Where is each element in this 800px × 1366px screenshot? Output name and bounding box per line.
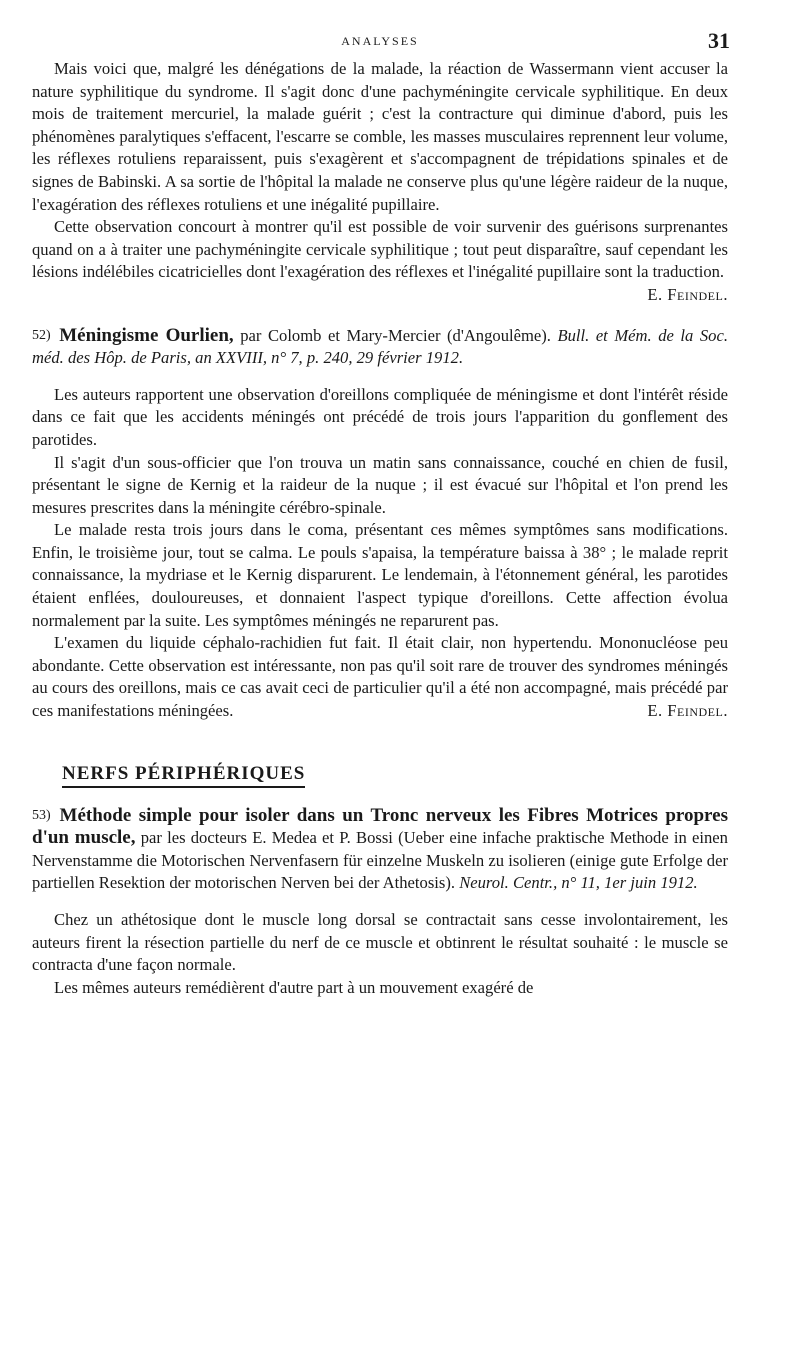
intro-paragraph-1: Mais voici que, malgré les dénégations de la malade, la réaction de Wassermann vient accuser la nature syphilitique du syndrome. Il s'agit donc d'une pachyméningite cervicale syphilitique. En deux mois de traitement mercuriel, la malade guérit ; c'est la contracture qui diminue d'abord, puis les phénomènes paralytiques s'effacent, l'escarre se comble, les masses musculaires reprennent leur volume, les réflexes rotuliens reparaissent, puis s'exagèrent et s'accompagnent de trépidations spinales et de signes de Babinski. A sa sortie de l'hôpital la malade ne conserve plus qu'une légère raideur de la nuque, l'exagération des réflexes rotuliens et une inégalité pupillaire. (32, 59, 728, 214)
entry-53-paragraph-1: Chez un athétosique dont le muscle long dorsal se contractait sans cesse involontairement, les auteurs firent la résection partielle du nerf de ce muscle et obtinrent le résultat souhaité : le muscle se contracta d'une façon normale. (32, 910, 728, 975)
entry-52-number: 52) (32, 327, 51, 343)
entry-52-signature: E. Feindel. (647, 701, 728, 721)
entry-52-authors: par Colomb et Mary-Mercier (d'Angoulême). (240, 325, 551, 345)
entry-53-paragraph-2: Les mêmes auteurs remédièrent d'autre part à un mouvement exagéré de (54, 977, 534, 997)
entry-52-header (32, 325, 728, 370)
entry-53-title: Méthode simple pour isoler dans un Tronc nerveux les Fibres Motrices propres d'un muscle, (32, 804, 728, 849)
intro-continuation (32, 58, 728, 307)
entry-53-header (32, 805, 728, 895)
running-head (32, 28, 728, 58)
entry-52-body (32, 384, 728, 723)
entry-52-paragraph-4-text: L'examen du liquide céphalo-rachidien fut fait. Il était clair, non hypertendu. Mononucléose peu abondante. Cette observation est intéressante, non pas qu'il soit rare de trouver des syndromes méningés au cours des oreillons, mais ce cas avait ceci de particulier qu'il a été non accompagné, mais précédé par ces manifestations méningées. (32, 633, 728, 721)
section-heading (62, 763, 305, 785)
entry-53-number: 53) (32, 807, 51, 823)
entry-52-paragraph-2: Il s'agit d'un sous-officier que l'on trouva un matin sans connaissance, couché en chien de fusil, présentant le signe de Kernig et la raideur de la nuque ; il est évacué sur l'hôpital et l'on prend les mesures prescrites dans la méningite cérébro-spinale. (32, 452, 728, 517)
section-heading-text: NERFS PÉRIPHÉRIQUES (62, 763, 305, 788)
intro-signature: E. Feindel. (647, 284, 728, 304)
entry-53-german-title: (Ueber eine infache praktische Methode in einen Nervenstamme die Motorischen Nervenfasern für einzelne Muskeln zu isolieren (einige gute Erfolge der partiellen Resektion der motorischen Nerven bei der Athetosis). (32, 828, 728, 893)
running-title: ANALYSES (341, 34, 419, 48)
abstract-entry-52 (32, 325, 728, 723)
entry-52-title: Méningisme Ourlien, (59, 324, 234, 346)
entry-52-paragraph-3: Le malade resta trois jours dans le coma, présentant ces mêmes symptômes sans modifications. Enfin, le troisième jour, tout se calma. Le pouls s'apaisa, la température baissa à 38° ; le malade reprit connaissance, la mydriase et le Kernig disparurent. Le lendemain, à l'étonnement général, les parotides étaient enflées, douloureuses, et donnaient l'aspect typique d'oreillons. Cette affection évolua normalement par la suite. Les symptômes méningés ne reparurent pas. (32, 520, 728, 630)
entry-52-paragraph-4 (32, 632, 728, 722)
abstract-entry-53 (32, 805, 728, 1000)
entry-52-paragraph-1: Les auteurs rapportent une observation d'oreillons compliquée de méningisme et dont l'intérêt réside dans ce fait que les accidents méningés ont précédé de trois jours l'apparition du gonflement des parotides. (32, 384, 728, 449)
page-number: 31 (708, 28, 730, 53)
entry-53-citation: Neurol. Centr., n° 11, 1er juin 1912. (459, 873, 698, 893)
intro-paragraph-2: Cette observation concourt à montrer qu'il est possible de voir survenir des guérisons surprenantes quand on a à traiter une pachyméningite cervicale syphilitique ; tout peut disparaître, sauf cependant les lésions indélébiles cicatricielles dont l'exagération des réflexes et l'inégalité pupillaire sont la traduction. (32, 217, 728, 282)
entry-52-citation: Bull. et Mém. de la Soc. méd. des Hôp. de Paris, an XXVIII, n° 7, p. 240, 29 février 1912. (32, 325, 728, 368)
entry-53-body (32, 909, 728, 999)
entry-53-authors: par les docteurs E. Medea et P. Bossi (140, 828, 393, 848)
